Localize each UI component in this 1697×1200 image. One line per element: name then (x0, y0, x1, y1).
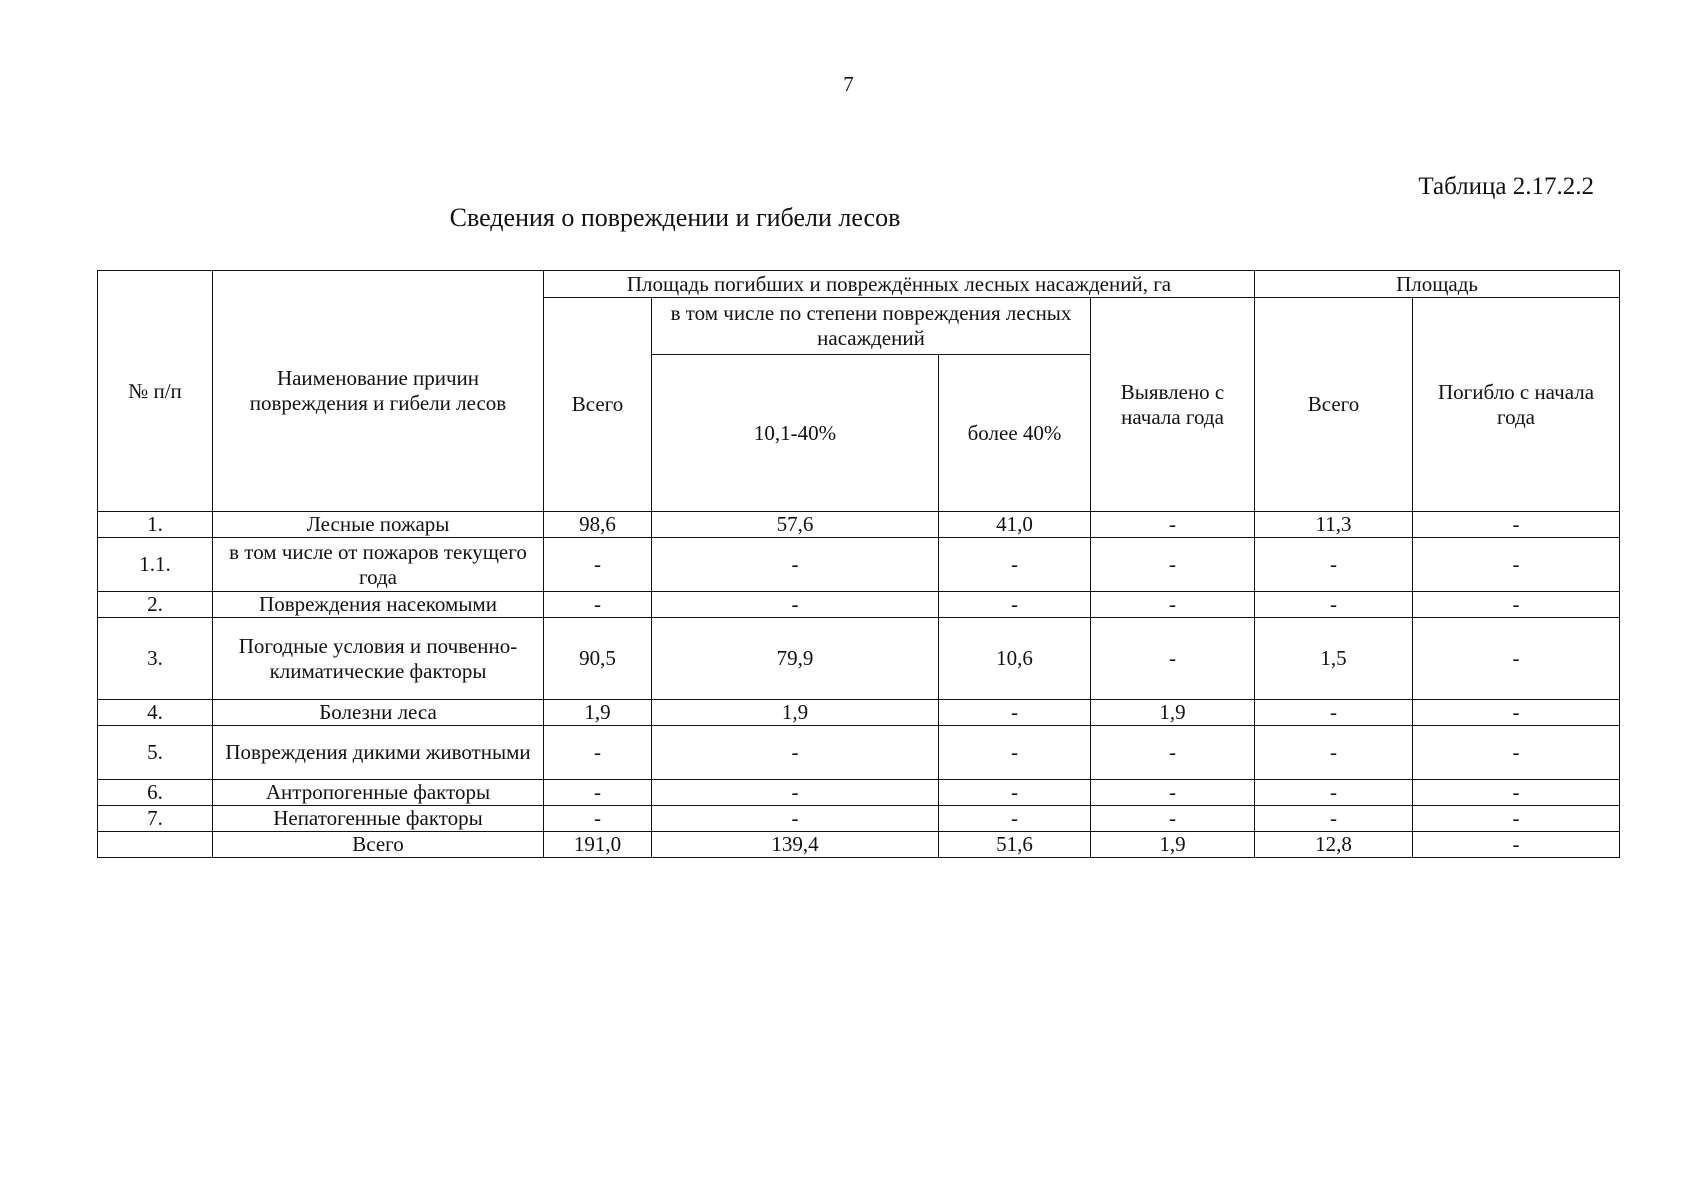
cell-found: - (1091, 592, 1255, 618)
row-num: 3. (98, 618, 213, 700)
table-row (98, 832, 1620, 858)
table-row (98, 700, 1620, 726)
row-num: 2. (98, 592, 213, 618)
cell-deg2: - (939, 780, 1091, 806)
cell-deg2: - (939, 538, 1091, 592)
cell-died: - (1413, 538, 1620, 592)
row-num: 5. (98, 726, 213, 780)
page-number: 7 (843, 72, 854, 96)
cell-found: - (1091, 512, 1255, 538)
cell-deg2: 51,6 (939, 832, 1091, 858)
cell-deg2: - (939, 700, 1091, 726)
cell-total2: 12,8 (1255, 832, 1413, 858)
cell-total: 191,0 (544, 832, 652, 858)
cell-found: 1,9 (1091, 832, 1255, 858)
row-num: 7. (98, 806, 213, 832)
row-name: Непатогенные факторы (213, 806, 544, 832)
header-deg2: более 40% (939, 355, 1091, 512)
row-name: Лесные пожары (213, 512, 544, 538)
cell-deg1: 57,6 (652, 512, 939, 538)
cell-total: - (544, 726, 652, 780)
cell-total: - (544, 780, 652, 806)
cell-deg1: 139,4 (652, 832, 939, 858)
cell-total: 1,9 (544, 700, 652, 726)
row-num: 1.1. (98, 538, 213, 592)
cell-deg1: - (652, 592, 939, 618)
damage-table (97, 270, 1620, 858)
table-row (98, 538, 1620, 592)
cell-total2: - (1255, 806, 1413, 832)
cell-total: 90,5 (544, 618, 652, 700)
cell-deg1: 1,9 (652, 700, 939, 726)
cell-total: - (544, 592, 652, 618)
header-name: Наименование причин повреждения и гибели лесов (213, 271, 544, 512)
cell-died: - (1413, 512, 1620, 538)
table-row (98, 806, 1620, 832)
cell-found: - (1091, 726, 1255, 780)
table-row (98, 726, 1620, 780)
table-row (98, 512, 1620, 538)
cell-total2: - (1255, 538, 1413, 592)
cell-deg1: - (652, 806, 939, 832)
header-area-group: Площадь погибших и повреждённых лесных насаждений, га (544, 271, 1255, 298)
cell-died: - (1413, 780, 1620, 806)
cell-deg2: 10,6 (939, 618, 1091, 700)
header-area-right: Площадь (1255, 271, 1620, 298)
cell-found: 1,9 (1091, 700, 1255, 726)
row-name: Повреждения насекомыми (213, 592, 544, 618)
row-name: Повреждения дикими животными (213, 726, 544, 780)
cell-total2: - (1255, 592, 1413, 618)
cell-total2: 11,3 (1255, 512, 1413, 538)
row-num: 6. (98, 780, 213, 806)
table-number: Таблица 2.17.2.2 (1418, 173, 1594, 200)
header-found: Выявлено с начала года (1091, 298, 1255, 512)
header-damage-group: в том числе по степени повреждения лесных насаждений (652, 298, 1091, 355)
cell-total: 98,6 (544, 512, 652, 538)
cell-deg1: - (652, 538, 939, 592)
row-num: 1. (98, 512, 213, 538)
cell-died: - (1413, 618, 1620, 700)
header-deg1: 10,1-40% (652, 355, 939, 512)
cell-died: - (1413, 700, 1620, 726)
row-num (98, 832, 213, 858)
cell-found: - (1091, 618, 1255, 700)
cell-total2: - (1255, 700, 1413, 726)
cell-died: - (1413, 592, 1620, 618)
cell-total: - (544, 538, 652, 592)
header-died: Погибло с начала года (1413, 298, 1620, 512)
cell-deg2: - (939, 592, 1091, 618)
row-name: Болезни леса (213, 700, 544, 726)
cell-total2: - (1255, 726, 1413, 780)
header-num: № п/п (98, 271, 213, 512)
cell-died: - (1413, 726, 1620, 780)
header-total: Всего (544, 298, 652, 512)
cell-deg1: 79,9 (652, 618, 939, 700)
table-row (98, 780, 1620, 806)
cell-deg2: 41,0 (939, 512, 1091, 538)
row-name: Погодные условия и почвенно-климатические факторы (213, 618, 544, 700)
cell-total2: - (1255, 780, 1413, 806)
cell-total: - (544, 806, 652, 832)
cell-deg2: - (939, 806, 1091, 832)
table-row (98, 592, 1620, 618)
cell-deg1: - (652, 726, 939, 780)
row-name: в том числе от пожаров текущего года (213, 538, 544, 592)
header-total2: Всего (1255, 298, 1413, 512)
cell-died: - (1413, 832, 1620, 858)
cell-found: - (1091, 806, 1255, 832)
cell-died: - (1413, 806, 1620, 832)
cell-found: - (1091, 780, 1255, 806)
header-row-1 (98, 271, 1620, 298)
cell-found: - (1091, 538, 1255, 592)
row-name: Всего (213, 832, 544, 858)
cell-total2: 1,5 (1255, 618, 1413, 700)
row-name: Антропогенные факторы (213, 780, 544, 806)
row-num: 4. (98, 700, 213, 726)
document-title: Сведения о повреждении и гибели лесов (449, 203, 901, 232)
table-row (98, 618, 1620, 700)
cell-deg1: - (652, 780, 939, 806)
cell-deg2: - (939, 726, 1091, 780)
